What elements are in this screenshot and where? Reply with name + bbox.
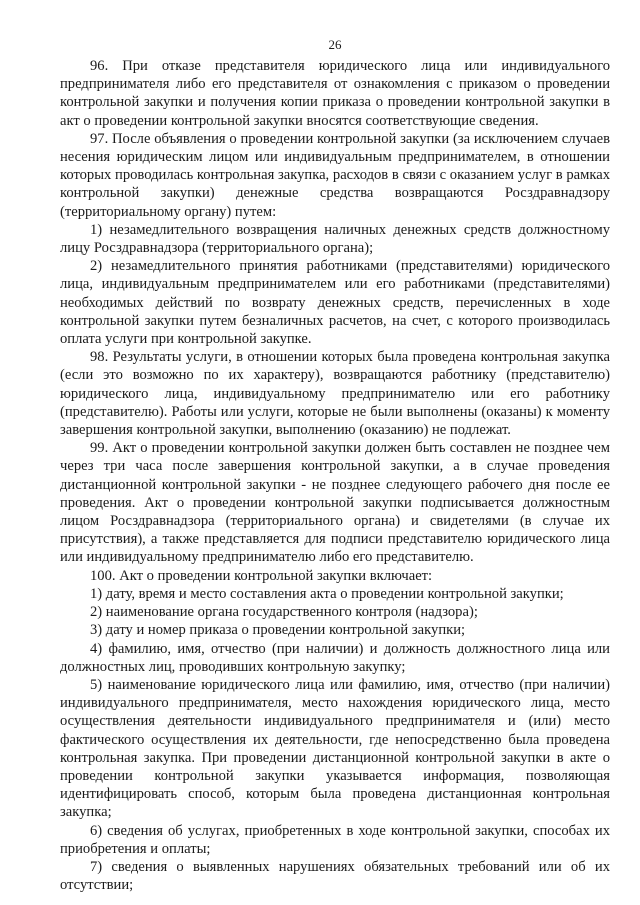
paragraph-96: 96. При отказе представителя юридического лица или индивидуального предпринимателя либо его представителя от ознакомления с приказом о проведении контрольной закупки и получения копии приказа о проведении контрольной закупки в акт о проведении контрольной закупки вносятся соответствующие сведения.: [60, 58, 610, 129]
paragraph-100-item-1: 1) дату, время и место составления акта о проведении контрольной закупки;: [90, 585, 564, 602]
paragraph-100: 100. Акт о проведении контрольной закупки включает:: [90, 567, 433, 584]
paragraph-100-item-4: 4) фамилию, имя, отчество (при наличии) и должность должностного лица или должностных лиц, проводивших контрольную закупку;: [60, 640, 610, 675]
paragraph-100-item-5: 5) наименование юридического лица или фамилию, имя, отчество (при наличии) индивидуального предпринимателя, место нахождения юридического лица, место осуществления деятельности индивидуального предпринимателя и (или) место фактического осуществления их деятельности, где непосредственно была проведена контрольная закупка. При проведении дистанционной контрольной закупки в акте о проведении контрольной закупки указывается информация, позволяющая идентифицировать способ, которым была проведена дистанционная контрольная закупка;: [60, 676, 610, 821]
paragraph-100-item-3: 3) дату и номер приказа о проведении контрольной закупки;: [90, 622, 466, 639]
paragraph-97: 97. После объявления о проведении контрольной закупки (за исключением случаев несения юридическим лицом или индивидуальным предпринимателем, в отношении которых проводилась контрольная закупка, расходов в связи с оказанием услуг в рамках контрольной закупки) денежные средства возвращаются Росздравнадзору (территориальному органу) путем:: [60, 130, 610, 220]
paragraph-100-item-7: 7) сведения о выявленных нарушениях обязательных требований или об их отсутствии;: [60, 858, 610, 894]
paragraph-100-item-6: 6) сведения об услугах, приобретенных в ходе контрольной закупки, способах их приобретения и оплаты;: [60, 822, 610, 857]
paragraph-97-item-2: 2) незамедлительного принятия работниками (представителями) юридического лица, индивидуальным предпринимателем или его работниками (представителями) необходимых действий по возврату денежных средств, перечисленных в ходе контрольной закупки путем безналичных расчетов, на счет, с которого производилась оплата услуги при контрольной закупке.: [60, 258, 610, 348]
paragraph-100-item-2: 2) наименование органа государственного контроля (надзора);: [90, 604, 478, 621]
paragraph-97-item-1: 1) незамедлительного возвращения наличных денежных средств должностному лицу Росздравнадзора (территориального органа);: [60, 221, 610, 257]
paragraph-98: 98. Результаты услуги, в отношении которых была проведена контрольная закупка (если это возможно по их характеру), возвращаются работнику (представителю) юридического лица, индивидуальному предпринимателю или его работнику (представителю). Работы или услуги, которые не были выполнены (оказаны) к моменту завершения контрольной закупки, выполнению (оказанию) не подлежат.: [60, 349, 610, 439]
paragraph-99: 99. Акт о проведении контрольной закупки должен быть составлен не позднее чем через три часа после завершения контрольной закупки, а в случае проведения дистанционной контрольной закупки - не позднее следующего рабочего дня после ее проведения. Акт о проведении контрольной закупки подписывается должностным лицом Росздравнадзора (территориального органа) и свидетелями (в случае их присутствия), а также представляется для подписи представителю юридического лица или индивидуальному предпринимателю либо его представителю.: [60, 440, 610, 566]
page-number: 26: [328, 37, 342, 52]
